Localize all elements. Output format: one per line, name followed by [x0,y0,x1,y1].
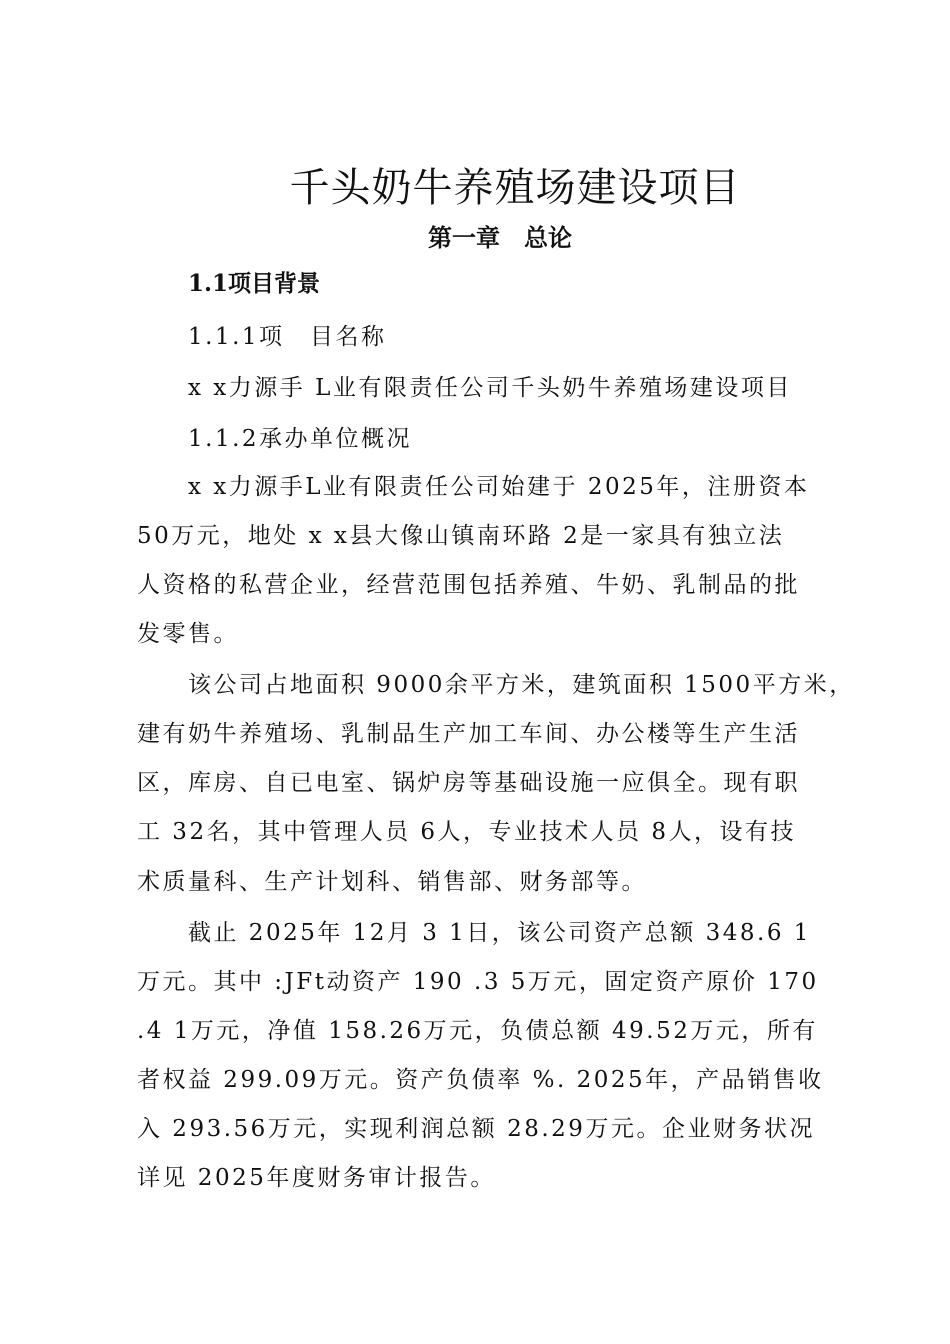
paragraph-line: 人资格的私营企业，经营范围包括养殖、牛奶、乳制品的批 [137,572,800,598]
paragraph-line: 50万元，地处 x x县大像山镇南环路 2是一家具有独立法 [137,523,785,549]
paragraph-line: 发零售。 [137,621,239,647]
paragraph-line: 区，库房、自已电室、锅炉房等基础设施一应俱全。现有职 [137,770,800,796]
paragraph-line: 术质量科、生产计划科、销售部、财务部等。 [137,869,647,895]
paragraph-line: 建有奶牛养殖场、乳制品生产加工车间、办公楼等生产生活 [137,721,800,747]
paragraph-line: 者权益 299.09万元。资产负债率 %. 2025年，产品销售收 [137,1067,824,1093]
paragraph-line: 入 293.56万元，实现利润总额 28.29万元。企业财务状况 [137,1116,815,1142]
paragraph-line: 详见 2025年度财务审计报告。 [137,1165,496,1191]
project-name-text: x x力源手 L业有限责任公司千头奶牛养殖场建设项目 [188,375,792,401]
paragraph-line: 万元。其中 :JFt动资产 190 .3 5万元，固定资产原价 170 [137,969,819,995]
subsection-heading-project-name: 1.1.1项 目名称 [188,324,387,350]
paragraph-line: .4 1万元，净值 158.26万元，负债总额 49.52万元，所有 [137,1018,818,1044]
chapter-title: 第一章 总论 [428,223,572,252]
subsection-heading-company-overview: 1.1.2承办单位概况 [188,426,413,452]
paragraph-line: x x力源手L业有限责任公司始建于 2025年，注册资本 [188,474,810,500]
section-heading: 1.1项目背景 [188,270,321,297]
paragraph-line: 工 32名，其中管理人员 6人，专业技术人员 8人，设有技 [137,819,796,845]
paragraph-line: 该公司占地面积 9000余平方米，建筑面积 1500平方米， [188,672,855,698]
paragraph-line: 截止 2025年 12月 3 1日，该公司资产总额 348.6 1 [188,920,811,946]
document-title: 千头奶牛养殖场建设项目 [289,165,741,211]
